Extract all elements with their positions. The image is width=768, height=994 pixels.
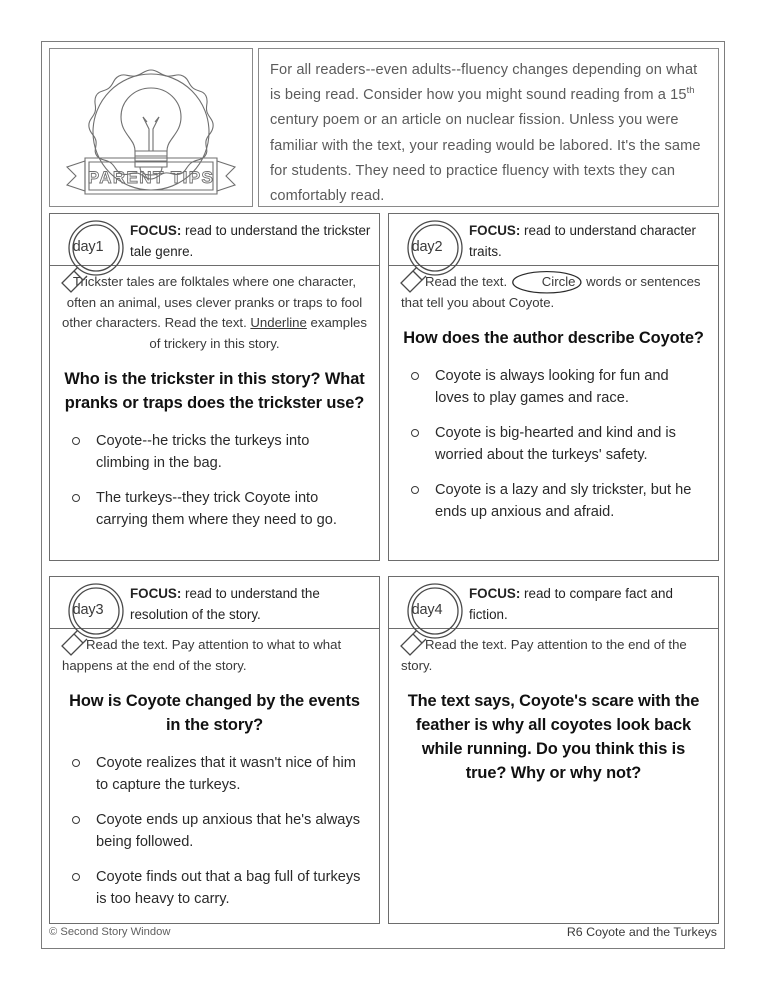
day-2-header (389, 214, 718, 266)
day-2-circled-word: Circle (541, 274, 576, 289)
answer-option[interactable] (405, 366, 702, 409)
day-3-directions: Read the text. Pay attention to what to what happens at the end of the story. (62, 637, 342, 673)
day-panel-4 (388, 576, 719, 924)
day-panel-3 (49, 576, 380, 924)
day-1-focus-text: read to understand the trickster tale genre. (130, 223, 371, 259)
option-bullet-icon[interactable] (72, 816, 80, 824)
option-label: Coyote is big-hearted and kind and is worried about the turkeys' safety. (435, 425, 676, 463)
day-panels-grid (49, 213, 719, 924)
day-4-focus (469, 583, 712, 625)
parent-tips-text-part1: For all readers--even adults--fluency changes depending on what is being read. Consider how you might sound reading from a 15 (270, 62, 698, 104)
day-panel-2 (388, 213, 719, 561)
day-2-directions-pre: Read the text. (425, 274, 511, 289)
option-label: Coyote ends up anxious that he's always being followed. (96, 812, 361, 850)
answer-option[interactable] (405, 480, 702, 523)
option-bullet-icon[interactable] (72, 873, 80, 881)
option-label: The turkeys--they trick Coyote into carrying them where they need to go. (96, 490, 337, 528)
option-bullet-icon[interactable] (72, 437, 80, 445)
day-1-directions (62, 272, 367, 354)
day-3-options (62, 753, 367, 910)
option-label: Coyote realizes that it wasn't nice of him to capture the turkeys. (96, 755, 356, 793)
hand-drawn-ellipse-icon (511, 270, 583, 295)
parent-tips-logo-box (49, 48, 253, 207)
day-1-directions-pre: Trickster tales are folktales where one character, often an animal, uses clever pranks or traps to fool other characters. Read the text. (62, 274, 363, 330)
day-2-directions-post: words or sentences that tell you about Coyote. (401, 274, 701, 310)
parent-tips-ordinal-suffix: th (686, 84, 695, 96)
day-1-focus-label: FOCUS: (130, 223, 182, 238)
footer-title: R6 Coyote and the Turkeys (566, 925, 717, 939)
answer-option[interactable] (66, 810, 363, 853)
day-3-header (50, 577, 379, 629)
day-2-focus-label: FOCUS: (469, 223, 521, 238)
option-label: Coyote is a lazy and sly trickster, but he ends up anxious and afraid. (435, 482, 692, 520)
day-4-question: The text says, Coyote's scare with the feather is why all coyotes look back while running. Do you think this is true? Why or why not? (407, 692, 700, 782)
day-3-focus-text: read to understand the resolution of the story. (130, 586, 320, 622)
option-bullet-icon[interactable] (72, 759, 80, 767)
day-4-focus-label: FOCUS: (469, 586, 521, 601)
day-2-directions (401, 272, 706, 313)
day-2-body (389, 266, 718, 523)
lightbulb-badge-icon (61, 58, 241, 198)
page-footer (49, 922, 717, 942)
day-1-badge: day1 (72, 239, 104, 255)
answer-option[interactable] (66, 431, 363, 474)
day-1-question: Who is the trickster in this story? What pranks or traps does the trickster use? (64, 370, 365, 412)
day-2-focus-text: read to understand character traits. (469, 223, 697, 259)
day-1-focus (130, 220, 373, 262)
parent-tips-text-box (258, 48, 719, 207)
option-bullet-icon[interactable] (411, 486, 419, 494)
day-3-focus-label: FOCUS: (130, 586, 182, 601)
answer-option[interactable] (405, 423, 702, 466)
parent-tips-logo-text: PARENT TIPS (87, 167, 215, 187)
day-4-body (389, 629, 718, 785)
day-4-focus-text: read to compare fact and fiction. (469, 586, 673, 622)
option-label: Coyote--he tricks the turkeys into climbing in the bag. (96, 433, 310, 471)
answer-option[interactable] (66, 488, 363, 531)
answer-option[interactable] (66, 753, 363, 796)
parent-tips-banner (49, 48, 719, 207)
day-3-question: How is Coyote changed by the events in the story? (69, 692, 360, 734)
day-panel-1 (49, 213, 380, 561)
day-1-options (62, 431, 367, 531)
day-1-body (50, 266, 379, 531)
day-3-body (50, 629, 379, 910)
day-4-header (389, 577, 718, 629)
day-1-header (50, 214, 379, 266)
answer-option[interactable] (66, 867, 363, 910)
option-label: Coyote finds out that a bag full of turkeys is too heavy to carry. (96, 869, 361, 907)
day-2-question: How does the author describe Coyote? (403, 329, 704, 347)
day-1-directions-underline: Underline (250, 315, 307, 330)
parent-tips-text-part2: century poem or an article on nuclear fission. Unless you were familiar with the text, your reading would be labored. It's the same for students. They need to practice fluency with texts they can comfortably read. (270, 112, 701, 205)
day-2-badge: day2 (411, 239, 443, 255)
day-3-badge: day3 (72, 602, 104, 618)
footer-copyright: © Second Story Window (49, 926, 171, 938)
day-1-directions-post: examples of trickery in this story. (149, 315, 367, 351)
day-4-badge: day4 (411, 602, 443, 618)
day-4-directions: Read the text. Pay attention to the end of the story. (401, 637, 687, 673)
option-bullet-icon[interactable] (72, 494, 80, 502)
day-2-options (401, 366, 706, 523)
day-3-focus (130, 583, 373, 625)
worksheet-page (41, 41, 725, 949)
day-2-focus (469, 220, 712, 262)
day-2-circled-word-wrap (511, 272, 583, 293)
option-label: Coyote is always looking for fun and loves to play games and race. (435, 368, 669, 406)
option-bullet-icon[interactable] (411, 372, 419, 380)
parent-tips-paragraph (270, 58, 706, 209)
option-bullet-icon[interactable] (411, 429, 419, 437)
